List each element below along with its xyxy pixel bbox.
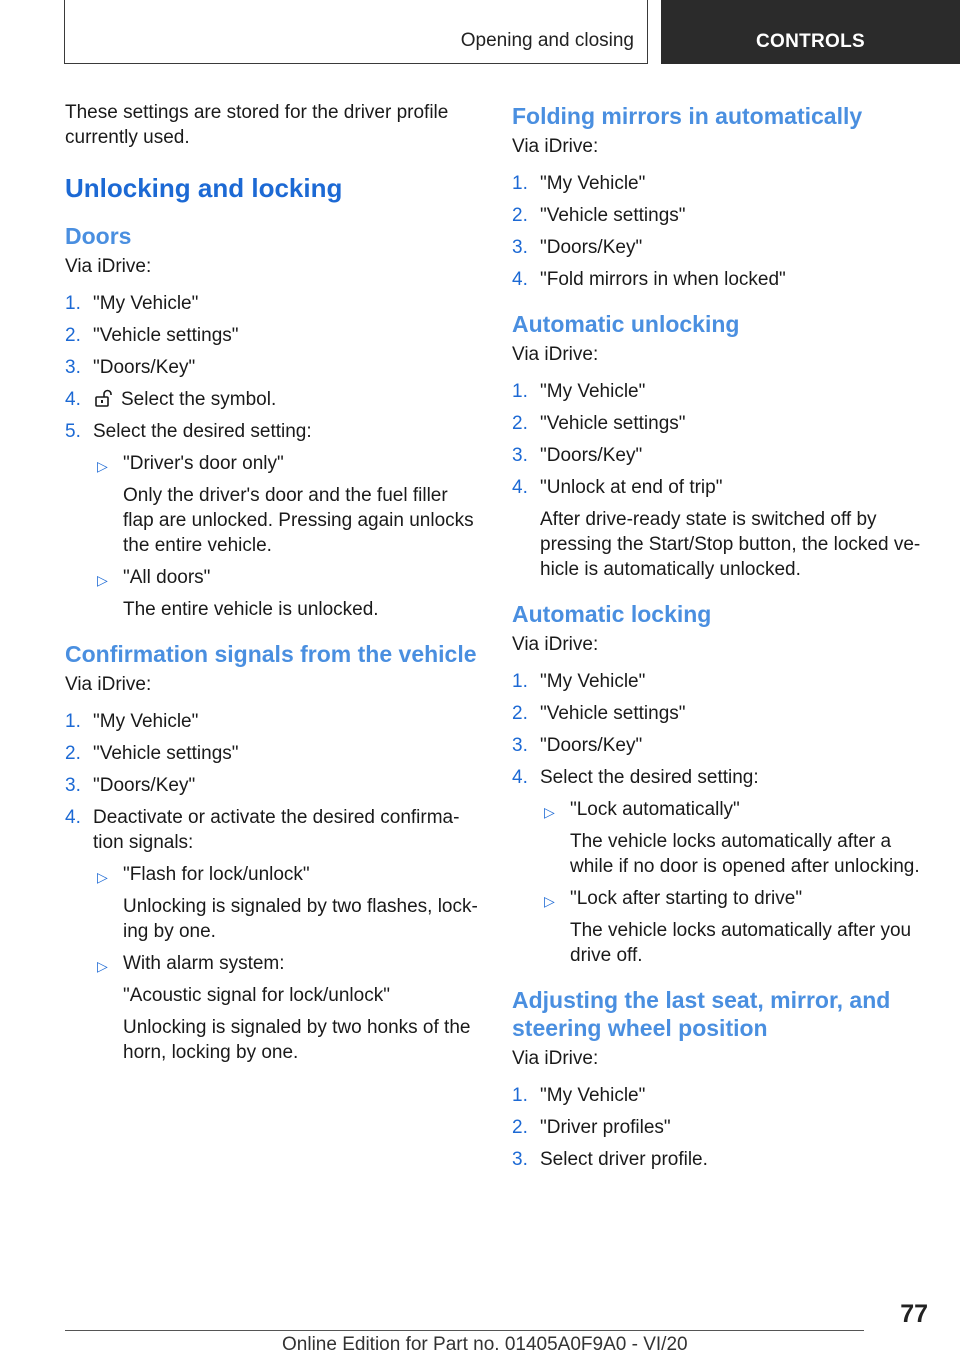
via-idrive: Via iDrive: xyxy=(512,136,599,157)
sub-item: ▷ "Flash for lock/unlock" Unlocking is signaled by two flashes, lock‐ ing by one. xyxy=(97,864,478,942)
heading-folding-mirrors: Folding mirrors in automatically xyxy=(512,103,863,129)
footer-edition: Online Edition for Part no. 01405A0F9A0 - VI/20 xyxy=(282,1334,688,1355)
triangle-right-icon: ▷ xyxy=(544,893,555,909)
via-idrive: Via iDrive: xyxy=(512,344,599,365)
sub-item: ▷ With alarm system: "Acoustic signal for lock/unlock" Unlocking is signaled by two honks of the horn, locking by one. xyxy=(97,953,471,1063)
list-item: 1. "My Vehicle" xyxy=(65,293,199,314)
fold-steps xyxy=(512,171,932,292)
list-item: 3. "Doors/Key" xyxy=(512,445,643,466)
triangle-right-icon: ▷ xyxy=(97,958,108,974)
list-item: 1. "My Vehicle" xyxy=(512,381,646,402)
list-item: 4. "Fold mirrors in when locked" xyxy=(512,269,786,290)
doors-sub-options xyxy=(93,451,480,622)
list-item: 3. "Doors/Key" xyxy=(512,237,643,258)
triangle-right-icon: ▷ xyxy=(544,804,555,820)
autolock-sub-options xyxy=(540,797,932,968)
chapter-tab: CONTROLS xyxy=(661,0,960,64)
sub-item: ▷ "Lock automatically" The vehicle locks automatically after a while if no door is opened after unlocking. xyxy=(544,799,920,877)
list-item: 5. Select the desired setting: ▷ "Driver's door only" Only the driver's door and the fuel filler flap are unlocked. Pressing again unlocks the entire vehicle. ▷ "All doors" The entire vehicle is unlocked. xyxy=(65,419,480,622)
triangle-right-icon: ▷ xyxy=(97,869,108,885)
right-column xyxy=(512,100,932,1179)
list-item: 4. Deactivate or activate the desired confirma‐ tion signals: ▷ "Flash for lock/unlock" Unlocking is signaled by two flashes, lock‐ ing by one. ▷ With alarm system: "Acoustic signal for lock/unlock" Unlocking is signaled by two honks of the horn, locking by one. xyxy=(65,805,480,1065)
list-item: 2. "Vehicle settings" xyxy=(512,205,686,226)
list-item: 4. Select the desired setting: ▷ "Lock automatically" The vehicle locks automatically after a while if no door is opened after unlocking. ▷ "Lock after starting to drive" The vehicle locks automatically after you drive off. xyxy=(512,765,932,968)
triangle-right-icon: ▷ xyxy=(97,572,108,588)
heading-unlocking-locking: Unlocking and locking xyxy=(65,173,343,203)
list-item: 3. "Doors/Key" xyxy=(512,735,643,756)
padlock-open-icon xyxy=(93,389,115,407)
via-idrive: Via iDrive: xyxy=(512,1048,599,1069)
via-idrive: Via iDrive: xyxy=(65,256,152,277)
list-item: 3. "Doors/Key" xyxy=(65,357,196,378)
list-item: 2. "Vehicle settings" xyxy=(65,325,239,346)
left-column xyxy=(65,100,480,1072)
confirm-sub-options xyxy=(93,862,480,1065)
list-item: 3. Select driver profile. xyxy=(512,1149,708,1170)
list-item: 3. "Doors/Key" xyxy=(65,775,196,796)
confirm-steps xyxy=(65,709,480,1065)
heading-automatic-unlocking: Automatic unlocking xyxy=(512,311,740,337)
sub-item: ▷ "Driver's door only" Only the driver's door and the fuel filler flap are unlocked. Pressing again unlocks the entire vehicle. xyxy=(97,453,474,556)
list-item: 2. "Vehicle settings" xyxy=(512,703,686,724)
list-item: 1. "My Vehicle" xyxy=(65,711,199,732)
list-item: 2. "Driver profiles" xyxy=(512,1117,671,1138)
doors-steps xyxy=(65,291,480,622)
via-idrive: Via iDrive: xyxy=(512,634,599,655)
seat-steps xyxy=(512,1083,932,1172)
page-number: 77 xyxy=(900,1300,928,1328)
list-item: 1. "My Vehicle" xyxy=(512,671,646,692)
triangle-right-icon: ▷ xyxy=(97,458,108,474)
section-title: Opening and closing xyxy=(460,30,634,51)
list-item: 1. "My Vehicle" xyxy=(512,1085,646,1106)
list-item: 4. Select the symbol. xyxy=(65,389,277,410)
list-item: 1. "My Vehicle" xyxy=(512,173,646,194)
footer-divider xyxy=(65,1330,864,1331)
list-item: 4. "Unlock at end of trip" After drive-ready state is switched off by pressing the Start/Stop button, the locked ve‐ hicle is automatically unlocked. xyxy=(512,477,921,580)
autolock-steps xyxy=(512,669,932,968)
intro-text: These settings are stored for the driver profile currently used. xyxy=(65,102,449,148)
sub-item: ▷ "All doors" The entire vehicle is unlocked. xyxy=(97,567,379,620)
via-idrive: Via iDrive: xyxy=(65,674,152,695)
heading-adjusting-last-position: Adjusting the last seat, mirror, and steering wheel position xyxy=(512,987,891,1041)
list-item: 2. "Vehicle settings" xyxy=(512,413,686,434)
heading-doors: Doors xyxy=(65,223,132,249)
list-item: 2. "Vehicle settings" xyxy=(65,743,239,764)
sub-item: ▷ "Lock after starting to drive" The vehicle locks automatically after you drive off. xyxy=(544,888,912,966)
autounlock-steps xyxy=(512,379,932,582)
heading-confirmation-signals: Confirmation signals from the vehicle xyxy=(65,641,477,667)
heading-automatic-locking: Automatic locking xyxy=(512,601,712,627)
